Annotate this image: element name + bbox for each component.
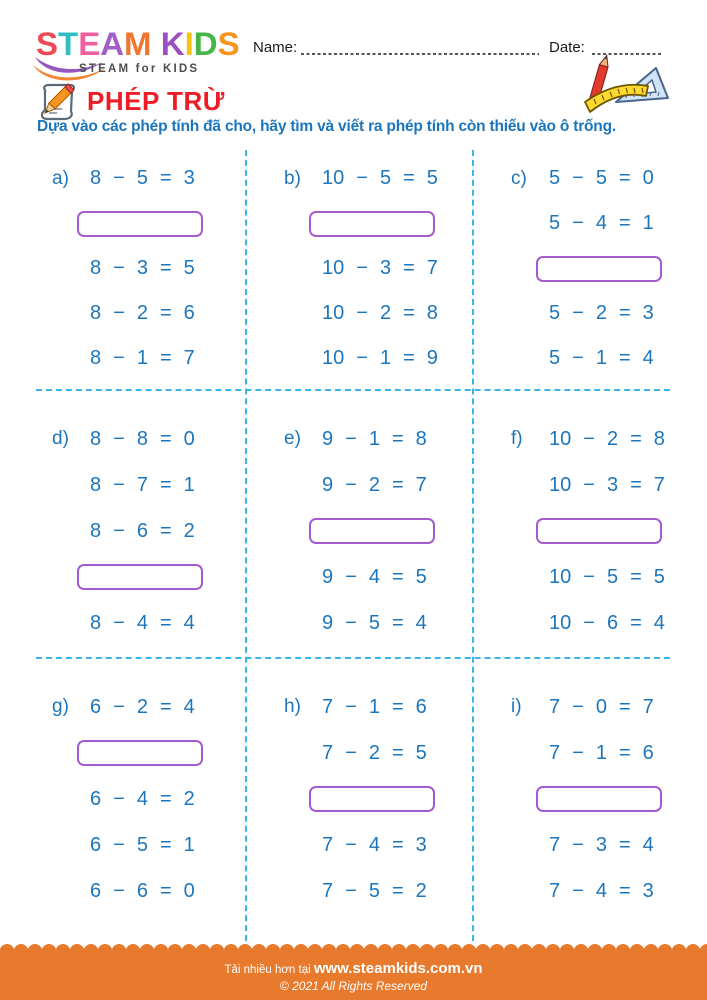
answer-row <box>511 508 707 554</box>
operator: = <box>159 879 172 902</box>
operator: − <box>113 879 125 902</box>
answer-box[interactable] <box>536 518 662 544</box>
number: 2 <box>183 787 195 810</box>
equation-row <box>284 684 473 730</box>
operator: − <box>345 741 357 764</box>
number: 7 <box>183 347 195 369</box>
exercise-label: b) <box>284 167 301 189</box>
number: 5 <box>549 212 561 234</box>
number: 10 <box>549 473 572 496</box>
number: 6 <box>90 695 102 718</box>
operator: − <box>113 611 125 634</box>
operator: − <box>113 787 125 810</box>
number: 3 <box>642 879 654 902</box>
number: 5 <box>368 611 380 634</box>
number: 2 <box>606 427 619 450</box>
number: 7 <box>426 257 438 279</box>
number: 7 <box>653 473 665 496</box>
operator: − <box>572 695 584 718</box>
number: 4 <box>136 787 148 810</box>
number: 4 <box>642 347 654 369</box>
operator: = <box>391 473 404 496</box>
operator: = <box>618 695 631 718</box>
operator: = <box>618 879 631 902</box>
operator: − <box>345 695 357 718</box>
operator: = <box>159 833 172 856</box>
operator: = <box>618 302 631 324</box>
exercise-label: d) <box>52 428 69 449</box>
number: 5 <box>379 167 392 189</box>
number: 10 <box>322 167 345 189</box>
operator: − <box>345 611 357 634</box>
logo-letter: K <box>160 25 185 62</box>
operator: = <box>391 695 404 718</box>
answer-row <box>284 508 473 554</box>
number: 8 <box>90 167 102 189</box>
number: 5 <box>549 167 561 189</box>
number: 9 <box>322 473 334 496</box>
number: 1 <box>368 427 380 450</box>
answer-box[interactable] <box>309 211 435 237</box>
number: 7 <box>322 695 334 718</box>
exercise-cell-c <box>473 150 707 390</box>
number: 7 <box>549 879 561 902</box>
operator: − <box>583 427 595 450</box>
number: 7 <box>549 695 561 718</box>
exercise-label: h) <box>284 696 301 717</box>
operator: − <box>345 565 357 588</box>
operator: = <box>391 833 404 856</box>
operator: − <box>113 473 125 496</box>
number: 0 <box>595 695 607 718</box>
answer-box[interactable] <box>536 786 662 812</box>
operator: − <box>113 695 125 718</box>
exercise-label: e) <box>284 428 301 449</box>
number: 8 <box>136 427 148 450</box>
number: 4 <box>368 833 380 856</box>
number: 2 <box>379 302 392 324</box>
number: 1 <box>595 347 607 369</box>
operator: = <box>630 565 642 588</box>
number: 5 <box>136 167 148 189</box>
number: 4 <box>368 565 380 588</box>
footer-download-line <box>0 951 707 977</box>
number: 0 <box>183 879 195 902</box>
operator: = <box>403 302 415 324</box>
exercise-cell-d <box>0 390 246 658</box>
number: 3 <box>415 833 427 856</box>
equation-row <box>284 554 473 600</box>
equation-row <box>52 868 246 914</box>
number: 1 <box>642 212 654 234</box>
operator: = <box>391 741 404 764</box>
operator: = <box>618 347 631 369</box>
logo-letter: I <box>184 25 194 62</box>
operator: = <box>391 879 404 902</box>
operator: = <box>159 611 172 634</box>
operator: − <box>113 167 125 189</box>
equation-row <box>52 291 246 336</box>
answer-box[interactable] <box>309 518 435 544</box>
operator: = <box>159 167 172 189</box>
operator: − <box>113 347 125 369</box>
equation-row <box>511 600 707 646</box>
number: 6 <box>90 879 102 902</box>
operator: = <box>630 611 642 634</box>
number: 5 <box>368 879 380 902</box>
equation-row <box>52 156 246 201</box>
operator: − <box>356 302 368 324</box>
operator: = <box>403 257 415 279</box>
answer-row <box>511 246 707 291</box>
equation-row <box>284 336 473 381</box>
equation-row <box>284 868 473 914</box>
number: 5 <box>415 565 427 588</box>
logo-letter <box>152 27 161 59</box>
operator: = <box>618 212 631 234</box>
exercise-label: a) <box>52 167 69 189</box>
number: 8 <box>90 347 102 369</box>
answer-row <box>52 554 246 600</box>
equation-row <box>511 462 707 508</box>
number: 6 <box>606 611 619 634</box>
operator: − <box>113 519 125 542</box>
exercise-cell-h <box>246 658 473 940</box>
exercise-cell-g <box>0 658 246 940</box>
operator: − <box>572 167 584 189</box>
logo-letter: A <box>100 25 125 62</box>
number: 7 <box>322 741 334 764</box>
answer-box[interactable] <box>77 211 203 237</box>
exercise-grid <box>0 150 707 940</box>
operator: − <box>113 302 125 324</box>
operator: = <box>159 302 172 324</box>
logo-letter: M <box>124 25 152 62</box>
operator: − <box>572 212 584 234</box>
number: 10 <box>322 302 345 324</box>
operator: = <box>391 427 404 450</box>
number: 6 <box>642 741 654 764</box>
number: 9 <box>322 565 334 588</box>
number: 10 <box>322 257 345 279</box>
operator: − <box>583 565 595 588</box>
logo-tagline: STEAM for KIDS <box>79 63 200 75</box>
number: 8 <box>653 427 665 450</box>
footer-prefix: Tải nhiều hơn tại <box>224 964 314 976</box>
number: 1 <box>136 347 148 369</box>
number: 9 <box>322 611 334 634</box>
answer-row <box>52 201 246 246</box>
number: 10 <box>549 611 572 634</box>
equation-row <box>511 201 707 246</box>
equation-row <box>52 336 246 381</box>
number: 5 <box>653 565 665 588</box>
equation-row <box>52 822 246 868</box>
operator: − <box>572 347 584 369</box>
number: 7 <box>549 833 561 856</box>
number: 6 <box>90 787 102 810</box>
equation-row <box>284 462 473 508</box>
operator: = <box>159 473 172 496</box>
exercise-label: i) <box>511 696 522 717</box>
equation-row <box>284 156 473 201</box>
equation-row <box>284 291 473 336</box>
equation-row <box>511 416 707 462</box>
operator: = <box>618 167 631 189</box>
number: 7 <box>322 833 334 856</box>
operator: − <box>113 427 125 450</box>
equation-row <box>511 868 707 914</box>
operator: = <box>159 695 172 718</box>
operator: = <box>403 347 415 369</box>
number: 10 <box>549 565 572 588</box>
footer-website-link[interactable]: www.steamkids.com.vn <box>313 960 483 977</box>
number: 1 <box>595 741 607 764</box>
number: 8 <box>426 302 438 324</box>
answer-box[interactable] <box>77 740 203 766</box>
equation-row <box>52 600 246 646</box>
page-title: PHÉP TRỪ <box>87 86 225 116</box>
answer-box[interactable] <box>536 256 662 282</box>
exercise-cell-b <box>246 150 473 390</box>
equation-row <box>52 684 246 730</box>
operator: − <box>572 302 584 324</box>
number: 7 <box>136 473 148 496</box>
number: 7 <box>415 473 427 496</box>
operator: − <box>345 879 357 902</box>
equation-row <box>511 822 707 868</box>
footer <box>0 951 707 1000</box>
date-label: Date: <box>549 39 585 56</box>
equation-row <box>511 336 707 381</box>
operator: = <box>159 427 172 450</box>
exercise-cell-e <box>246 390 473 658</box>
number: 7 <box>322 879 334 902</box>
number: 1 <box>183 833 195 856</box>
equation-row <box>284 822 473 868</box>
operator: − <box>345 427 357 450</box>
operator: − <box>583 611 595 634</box>
number: 7 <box>642 695 654 718</box>
number: 1 <box>183 473 195 496</box>
logo-letter: E <box>78 25 101 62</box>
number: 2 <box>415 879 427 902</box>
operator: − <box>345 833 357 856</box>
number: 3 <box>642 302 654 324</box>
number: 2 <box>183 519 195 542</box>
equation-row <box>511 730 707 776</box>
number: 3 <box>136 257 148 279</box>
operator: = <box>630 427 642 450</box>
number: 5 <box>606 565 619 588</box>
number: 5 <box>595 167 607 189</box>
operator: = <box>159 787 172 810</box>
number: 8 <box>90 611 102 634</box>
operator: = <box>159 257 172 279</box>
equation-row <box>284 600 473 646</box>
logo-letter: T <box>58 25 79 62</box>
operator: − <box>572 833 584 856</box>
number: 2 <box>595 302 607 324</box>
number: 10 <box>322 347 345 369</box>
logo-letter: S <box>217 25 240 62</box>
number: 3 <box>379 257 392 279</box>
name-blank-line[interactable] <box>301 53 539 55</box>
equation-row <box>52 462 246 508</box>
equation-row <box>52 416 246 462</box>
answer-box[interactable] <box>77 564 203 590</box>
number: 0 <box>642 167 654 189</box>
exercise-cell-a <box>0 150 246 390</box>
number: 4 <box>183 695 195 718</box>
number: 4 <box>653 611 665 634</box>
equation-row <box>511 684 707 730</box>
number: 3 <box>595 833 607 856</box>
equation-row <box>284 416 473 462</box>
number: 5 <box>426 167 438 189</box>
number: 5 <box>549 302 561 324</box>
operator: − <box>113 833 125 856</box>
equation-row <box>52 508 246 554</box>
number: 5 <box>136 833 148 856</box>
number: 6 <box>136 519 148 542</box>
number: 7 <box>549 741 561 764</box>
answer-row <box>284 776 473 822</box>
number: 1 <box>379 347 392 369</box>
number: 4 <box>642 833 654 856</box>
operator: − <box>572 879 584 902</box>
operator: − <box>356 167 368 189</box>
exercise-cell-i <box>473 658 707 940</box>
operator: = <box>618 741 631 764</box>
number: 2 <box>368 741 380 764</box>
equation-row <box>284 730 473 776</box>
operator: = <box>403 167 415 189</box>
operator: − <box>572 741 584 764</box>
equation-row <box>52 246 246 291</box>
equation-row <box>511 291 707 336</box>
footer-copyright: © 2021 All Rights Reserved <box>279 979 428 993</box>
number: 6 <box>183 302 195 324</box>
operator: = <box>391 611 404 634</box>
answer-row <box>284 201 473 246</box>
pencil-ruler-set-square-illustration <box>582 54 672 118</box>
equation-row <box>284 246 473 291</box>
number: 5 <box>415 741 427 764</box>
number: 2 <box>136 302 148 324</box>
operator: − <box>583 473 595 496</box>
number: 0 <box>183 427 195 450</box>
equation-row <box>511 156 707 201</box>
number: 9 <box>426 347 438 369</box>
logo-letter: S <box>36 25 59 62</box>
operator: − <box>113 257 125 279</box>
number: 9 <box>322 427 334 450</box>
answer-row <box>52 730 246 776</box>
equation-row <box>511 554 707 600</box>
name-label: Name: <box>253 39 298 56</box>
exercise-label: g) <box>52 696 69 717</box>
footer-scallop-edge <box>0 943 707 951</box>
exercise-label: c) <box>511 167 527 189</box>
number: 4 <box>136 611 148 634</box>
number: 6 <box>136 879 148 902</box>
number: 3 <box>606 473 619 496</box>
exercise-cell-f <box>473 390 707 658</box>
number: 3 <box>183 167 195 189</box>
equation-row <box>52 776 246 822</box>
operator: − <box>356 347 368 369</box>
number: 5 <box>549 347 561 369</box>
number: 6 <box>415 695 427 718</box>
operator: − <box>356 257 368 279</box>
number: 4 <box>595 212 607 234</box>
number: 8 <box>90 302 102 324</box>
number: 4 <box>595 879 607 902</box>
operator: = <box>391 565 404 588</box>
operator: = <box>159 519 172 542</box>
number: 8 <box>415 427 427 450</box>
number: 2 <box>368 473 380 496</box>
answer-box[interactable] <box>309 786 435 812</box>
number: 8 <box>90 427 102 450</box>
instruction-text: Dựa vào các phép tính đã cho, hãy tìm và viết ra phép tính còn thiếu vào ô trống. <box>37 118 616 135</box>
number: 5 <box>183 257 195 279</box>
number: 8 <box>90 257 102 279</box>
number: 2 <box>136 695 148 718</box>
operator: = <box>159 347 172 369</box>
number: 4 <box>415 611 427 634</box>
operator: − <box>345 473 357 496</box>
number: 1 <box>368 695 380 718</box>
logo-letter: D <box>193 25 218 62</box>
number: 8 <box>90 473 102 496</box>
operator: = <box>618 833 631 856</box>
number: 4 <box>183 611 195 634</box>
number: 8 <box>90 519 102 542</box>
number: 10 <box>549 427 572 450</box>
exercise-label: f) <box>511 428 523 449</box>
operator: = <box>630 473 642 496</box>
answer-row <box>511 776 707 822</box>
number: 6 <box>90 833 102 856</box>
